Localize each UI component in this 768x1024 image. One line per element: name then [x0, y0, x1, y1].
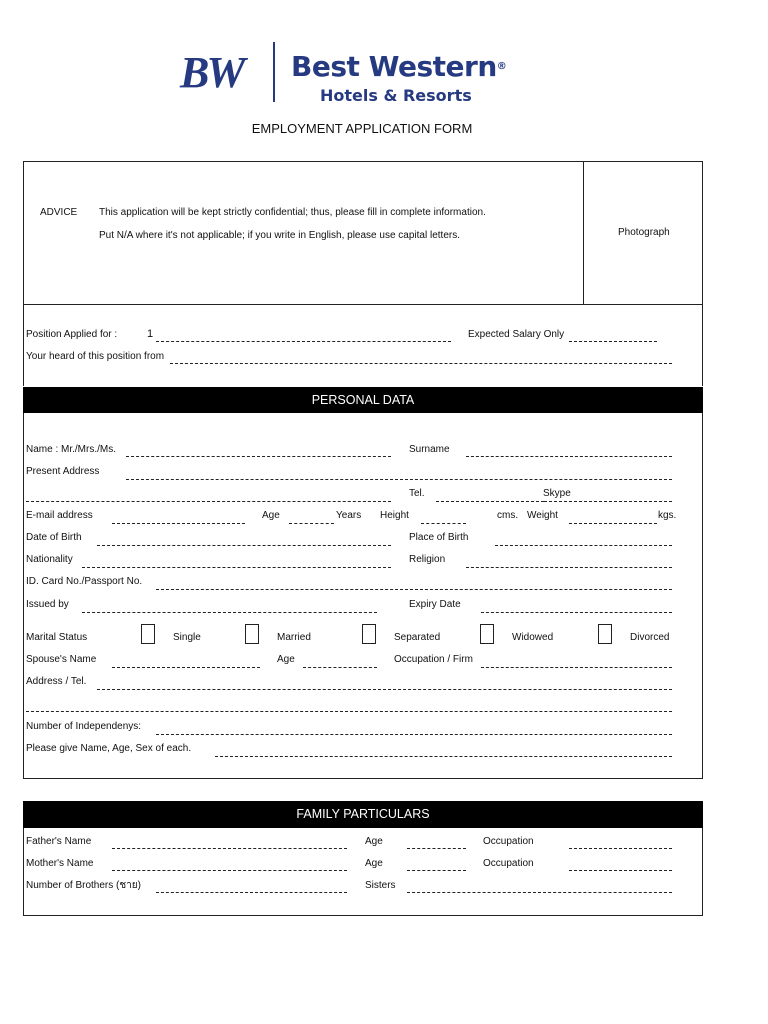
id-passport-label: ID. Card No./Passport No. — [26, 576, 143, 587]
mother-name-field[interactable] — [112, 870, 347, 871]
position-section-right-border — [702, 304, 703, 386]
issued-by-field[interactable] — [82, 612, 377, 613]
email-field[interactable] — [112, 523, 245, 524]
family-section-left-border — [23, 828, 24, 916]
position-section — [23, 304, 24, 386]
logo-monogram: BW — [180, 48, 243, 97]
page-title: EMPLOYMENT APPLICATION FORM — [251, 121, 473, 136]
name-field[interactable] — [126, 456, 391, 457]
mother-occupation-label: Occupation — [483, 858, 534, 869]
father-occupation-label: Occupation — [483, 836, 534, 847]
heard-from-field[interactable] — [170, 363, 672, 364]
dependents-field[interactable] — [156, 734, 672, 735]
address-tel-field-2[interactable] — [26, 711, 672, 712]
single-checkbox[interactable] — [141, 624, 155, 644]
occupation-firm-field[interactable] — [481, 667, 672, 668]
skype-label: Skype — [543, 488, 571, 499]
logo-name — [291, 50, 506, 84]
position-applied-value[interactable]: 1 — [147, 328, 154, 340]
expiry-date-field[interactable] — [481, 612, 672, 613]
logo-subtitle: Hotels & Resorts — [320, 86, 472, 105]
logo-name-text: Best Western — [291, 50, 497, 83]
age-label: Age — [262, 510, 280, 521]
personal-data-header: PERSONAL DATA — [23, 387, 703, 413]
brothers-field[interactable] — [156, 892, 347, 893]
name-label: Name : Mr./Mrs./Ms. — [26, 444, 116, 455]
religion-label: Religion — [409, 554, 446, 565]
mother-age-label: Age — [365, 858, 383, 869]
address-tel-field-1[interactable] — [97, 689, 672, 690]
tel-label: Tel. — [409, 488, 425, 499]
pob-field[interactable] — [495, 545, 672, 546]
position-applied-label: Position Applied for : — [26, 329, 118, 340]
expected-salary-field[interactable] — [569, 341, 657, 342]
father-name-label: Father's Name — [26, 836, 92, 847]
personal-section-bottom-border — [23, 778, 703, 779]
sisters-label: Sisters — [365, 880, 396, 891]
expected-salary-label: Expected Salary Only — [468, 329, 565, 340]
photograph-box[interactable]: Photograph — [618, 227, 670, 238]
divorced-label: Divorced — [630, 632, 670, 643]
cms-label: cms. — [497, 510, 519, 521]
father-occupation-field[interactable] — [569, 848, 672, 849]
married-checkbox[interactable] — [245, 624, 259, 644]
single-label: Single — [173, 632, 201, 643]
spouse-name-label: Spouse's Name — [26, 654, 97, 665]
separated-checkbox[interactable] — [362, 624, 376, 644]
pob-label: Place of Birth — [409, 532, 469, 543]
marital-status-label: Marital Status — [26, 632, 88, 643]
divorced-checkbox[interactable] — [598, 624, 612, 644]
kgs-label: kgs. — [658, 510, 677, 521]
advice-line-1: This application will be kept strictly confidential; thus, please fill in complete information. — [99, 207, 486, 218]
religion-field[interactable] — [466, 567, 672, 568]
spouse-name-field[interactable] — [112, 667, 260, 668]
sisters-field[interactable] — [407, 892, 672, 893]
surname-field[interactable] — [466, 456, 672, 457]
dob-field[interactable] — [97, 545, 391, 546]
married-label: Married — [277, 632, 311, 643]
photo-divider — [583, 161, 584, 305]
logo-divider — [273, 42, 275, 102]
tel-field[interactable] — [436, 501, 544, 502]
email-label: E-mail address — [26, 510, 93, 521]
occupation-firm-label: Occupation / Firm — [394, 654, 473, 665]
personal-section-right-border — [702, 413, 703, 779]
family-section-right-border — [702, 828, 703, 916]
spouse-age-label: Age — [277, 654, 295, 665]
present-address-field-1[interactable] — [126, 479, 672, 480]
family-section-bottom-border — [23, 915, 703, 916]
skype-field[interactable] — [544, 501, 672, 502]
father-name-field[interactable] — [112, 848, 347, 849]
height-field[interactable] — [421, 523, 466, 524]
mother-age-field[interactable] — [407, 870, 466, 871]
issued-by-label: Issued by — [26, 599, 69, 610]
dependents-detail-label: Please give Name, Age, Sex of each. — [26, 743, 192, 754]
widowed-label: Widowed — [512, 632, 554, 643]
expiry-date-label: Expiry Date — [409, 599, 461, 610]
age-field[interactable] — [289, 523, 334, 524]
dob-label: Date of Birth — [26, 532, 82, 543]
present-address-field-2[interactable] — [26, 501, 391, 502]
dependents-detail-field[interactable] — [215, 756, 672, 757]
height-label: Height — [380, 510, 409, 521]
nationality-label: Nationality — [26, 554, 73, 565]
spouse-age-field[interactable] — [303, 667, 377, 668]
advice-line-2: Put N/A where it's not applicable; if you write in English, please use capital letters. — [99, 230, 460, 241]
personal-section-left-border — [23, 413, 24, 779]
brothers-label: Number of Brothers (ชาย) — [26, 880, 141, 891]
registered-mark: ® — [496, 61, 507, 72]
weight-label: Weight — [527, 510, 558, 521]
mother-name-label: Mother's Name — [26, 858, 94, 869]
separated-label: Separated — [394, 632, 441, 643]
years-label: Years — [336, 510, 362, 521]
weight-field[interactable] — [569, 523, 657, 524]
family-particulars-header: FAMILY PARTICULARS — [23, 801, 703, 828]
position-applied-field[interactable] — [156, 341, 451, 342]
advice-label: ADVICE — [40, 207, 78, 218]
surname-label: Surname — [409, 444, 450, 455]
widowed-checkbox[interactable] — [480, 624, 494, 644]
id-passport-field[interactable] — [156, 589, 672, 590]
nationality-field[interactable] — [82, 567, 391, 568]
father-age-label: Age — [365, 836, 383, 847]
heard-from-label: Your heard of this position from — [26, 351, 165, 362]
present-address-label: Present Address — [26, 466, 100, 477]
mother-occupation-field[interactable] — [569, 870, 672, 871]
dependents-label: Number of Independenys: — [26, 721, 142, 732]
address-tel-label: Address / Tel. — [26, 676, 87, 687]
father-age-field[interactable] — [407, 848, 466, 849]
